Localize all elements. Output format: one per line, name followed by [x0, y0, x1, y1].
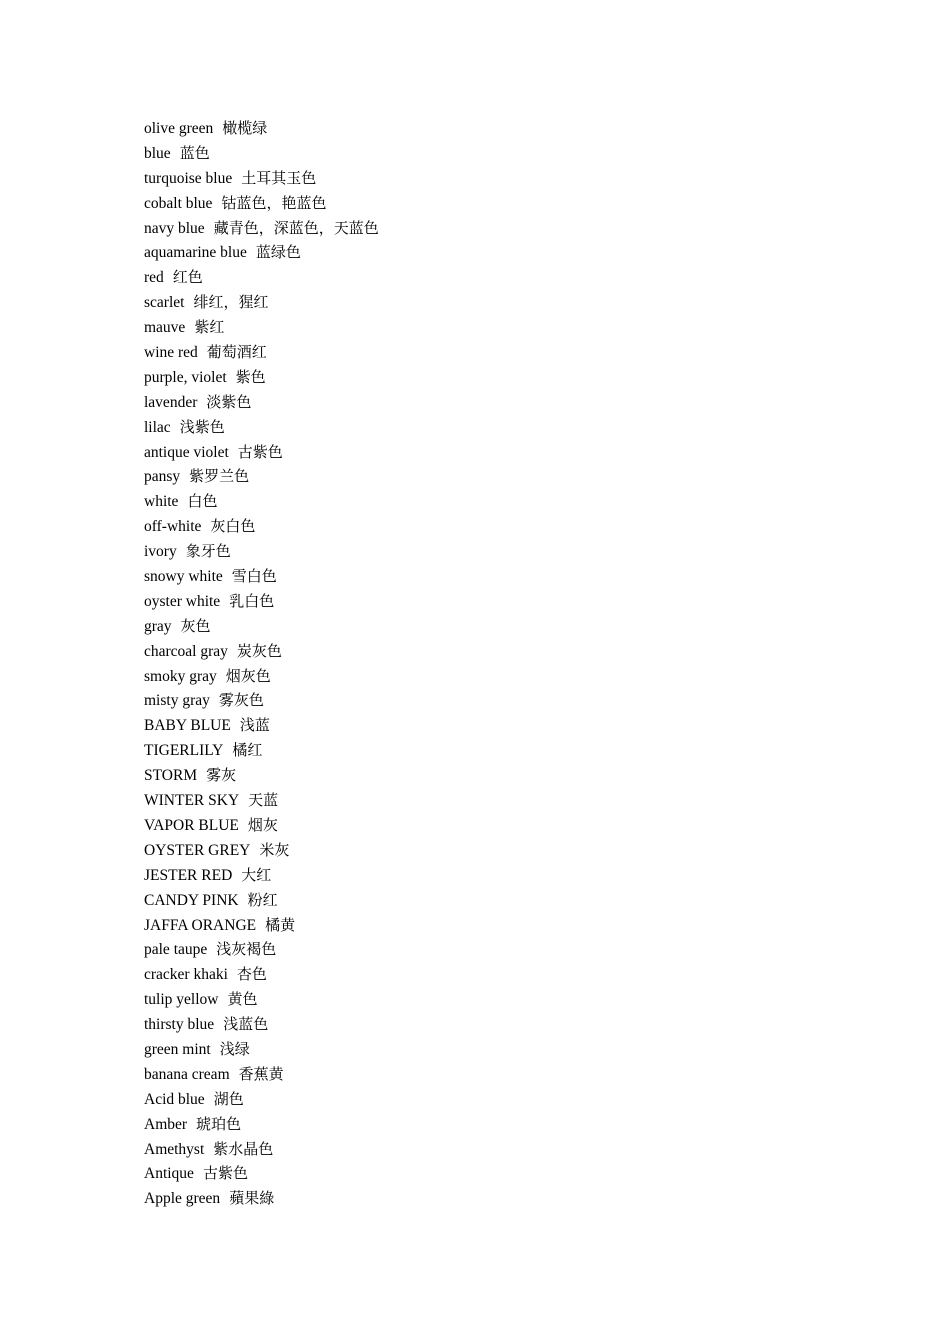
- list-item: [144, 315, 379, 340]
- list-item: [144, 888, 379, 913]
- color-name-english: pansy: [144, 468, 181, 486]
- list-item: [144, 265, 379, 290]
- color-name-english: Acid blue: [144, 1090, 205, 1108]
- list-item: [144, 290, 379, 315]
- color-name-chinese: 土耳其玉色: [241, 168, 317, 187]
- list-item: [144, 514, 379, 539]
- color-name-chinese: 橘黄: [265, 915, 296, 934]
- color-name-chinese: 古紫色: [237, 442, 283, 461]
- color-name-english: tulip yellow: [144, 991, 219, 1009]
- color-name-english: WINTER SKY: [144, 792, 240, 810]
- list-item: [144, 141, 379, 166]
- list-item: [144, 987, 379, 1012]
- color-name-chinese: 白色: [187, 492, 218, 511]
- color-name-chinese: 乳白色: [229, 591, 275, 610]
- color-name-chinese: 浅灰褐色: [216, 940, 277, 959]
- color-name-chinese: 蘋果綠: [229, 1189, 275, 1208]
- list-item: [144, 713, 379, 738]
- color-name-chinese: 紫水晶色: [213, 1139, 274, 1158]
- list-item: [144, 1087, 379, 1112]
- list-item: [144, 464, 379, 489]
- color-name-english: charcoal gray: [144, 642, 228, 660]
- color-name-english: BABY BLUE: [144, 717, 231, 735]
- color-name-english: gray: [144, 617, 172, 635]
- color-name-english: snowy white: [144, 568, 223, 586]
- color-name-english: JAFFA ORANGE: [144, 916, 257, 934]
- color-name-chinese: 琥珀色: [196, 1114, 242, 1133]
- color-name-english: banana cream: [144, 1065, 230, 1083]
- color-name-chinese: 天蓝: [248, 791, 279, 810]
- list-item: [144, 564, 379, 589]
- color-name-english: Amethyst: [144, 1140, 205, 1158]
- list-item: [144, 440, 379, 465]
- color-name-chinese: 米灰: [259, 840, 290, 859]
- list-item: [144, 365, 379, 390]
- color-name-chinese: 淡紫色: [206, 392, 252, 411]
- color-name-chinese: 黄色: [227, 990, 258, 1009]
- color-name-english: thirsty blue: [144, 1016, 215, 1034]
- color-name-chinese: 橄榄绿: [222, 119, 268, 137]
- color-name-chinese: 蓝绿色: [255, 243, 301, 262]
- color-name-chinese: 古紫色: [202, 1164, 248, 1183]
- color-name-english: turquoise blue: [144, 169, 233, 187]
- color-name-english: purple, violet: [144, 368, 227, 386]
- list-item: [144, 1037, 379, 1062]
- list-item: [144, 913, 379, 938]
- list-item: [144, 390, 379, 415]
- list-item: [144, 1186, 379, 1211]
- list-item: [144, 614, 379, 639]
- list-item: [144, 116, 379, 141]
- list-item: [144, 1012, 379, 1037]
- color-name-chinese: 象牙色: [185, 542, 231, 561]
- list-item: [144, 813, 379, 838]
- list-item: [144, 838, 379, 863]
- color-name-english: scarlet: [144, 294, 185, 312]
- color-name-chinese: 雪白色: [231, 567, 277, 586]
- list-item: [144, 1112, 379, 1137]
- color-name-chinese: 绯红，猩红: [193, 293, 269, 312]
- color-name-english: aquamarine blue: [144, 244, 247, 262]
- list-item: [144, 216, 379, 241]
- list-item: [144, 166, 379, 191]
- color-name-chinese: 烟灰色: [225, 666, 271, 685]
- color-name-chinese: 浅蓝色: [223, 1015, 269, 1034]
- color-name-chinese: 灰色: [180, 616, 211, 635]
- list-item: [144, 937, 379, 962]
- list-item: [144, 539, 379, 564]
- list-item: [144, 863, 379, 888]
- color-name-english: off-white: [144, 518, 202, 536]
- color-name-english: STORM: [144, 767, 198, 785]
- color-name-english: antique violet: [144, 443, 229, 461]
- color-name-chinese: 葡萄酒红: [206, 343, 267, 362]
- color-name-english: misty gray: [144, 692, 210, 710]
- color-name-chinese: 橘红: [232, 741, 263, 760]
- color-name-english: blue: [144, 144, 171, 162]
- color-name-english: VAPOR BLUE: [144, 816, 239, 834]
- color-name-chinese: 浅绿: [219, 1039, 250, 1058]
- color-name-english: olive green: [144, 120, 214, 137]
- color-name-english: pale taupe: [144, 941, 208, 959]
- color-name-chinese: 大红: [241, 865, 272, 884]
- color-name-chinese: 烟灰: [247, 815, 278, 834]
- color-name-english: Antique: [144, 1165, 194, 1183]
- list-item: [144, 962, 379, 987]
- color-name-chinese: 杏色: [236, 965, 267, 984]
- color-name-chinese: 浅蓝: [239, 716, 270, 735]
- color-name-english: Apple green: [144, 1190, 221, 1208]
- list-item: [144, 763, 379, 788]
- color-name-chinese: 浅紫色: [179, 417, 225, 436]
- color-name-chinese: 灰白色: [210, 517, 256, 536]
- color-name-english: red: [144, 269, 164, 287]
- color-name-chinese: 炭灰色: [236, 641, 282, 660]
- color-name-english: wine red: [144, 344, 198, 362]
- list-item: [144, 738, 379, 763]
- color-name-chinese: 雾灰色: [218, 691, 264, 710]
- list-item: [144, 589, 379, 614]
- color-name-chinese: 蓝色: [179, 143, 210, 162]
- color-name-english: navy blue: [144, 219, 205, 237]
- color-name-english: green mint: [144, 1040, 211, 1058]
- color-name-english: lavender: [144, 393, 198, 411]
- color-name-chinese: 湖色: [213, 1089, 244, 1108]
- color-name-chinese: 藏青色，深蓝色，天蓝色: [213, 218, 379, 237]
- color-name-english: oyster white: [144, 592, 221, 610]
- color-name-english: lilac: [144, 418, 171, 436]
- list-item: [144, 191, 379, 216]
- color-name-english: Amber: [144, 1115, 188, 1133]
- color-name-chinese: 粉红: [247, 890, 278, 909]
- color-name-english: OYSTER GREY: [144, 841, 251, 859]
- color-name-english: cobalt blue: [144, 194, 213, 212]
- list-item: [144, 639, 379, 664]
- list-item: [144, 1161, 379, 1186]
- color-name-chinese: 紫红: [194, 318, 225, 337]
- color-name-chinese: 紫罗兰色: [189, 467, 250, 486]
- color-name-chinese: 雾灰: [206, 766, 237, 785]
- list-item: [144, 415, 379, 440]
- color-name-chinese: 红色: [172, 268, 203, 287]
- color-name-english: ivory: [144, 543, 177, 561]
- list-item: [144, 1062, 379, 1087]
- list-item: [144, 788, 379, 813]
- list-item: [144, 688, 379, 713]
- color-name-chinese: 香蕉黄: [238, 1064, 284, 1083]
- color-name-english: mauve: [144, 319, 186, 337]
- list-item: [144, 664, 379, 689]
- list-item: [144, 1137, 379, 1162]
- color-name-chinese: 钴蓝色，艳蓝色: [221, 193, 327, 212]
- color-glossary-list: [144, 116, 379, 1211]
- color-name-english: white: [144, 493, 179, 511]
- color-name-english: JESTER RED: [144, 866, 233, 884]
- color-name-english: smoky gray: [144, 667, 217, 685]
- color-name-english: CANDY PINK: [144, 891, 239, 909]
- color-name-english: TIGERLILY: [144, 742, 224, 760]
- list-item: [144, 340, 379, 365]
- list-item: [144, 489, 379, 514]
- color-name-english: cracker khaki: [144, 966, 228, 984]
- list-item: [144, 240, 379, 265]
- color-name-chinese: 紫色: [235, 367, 266, 386]
